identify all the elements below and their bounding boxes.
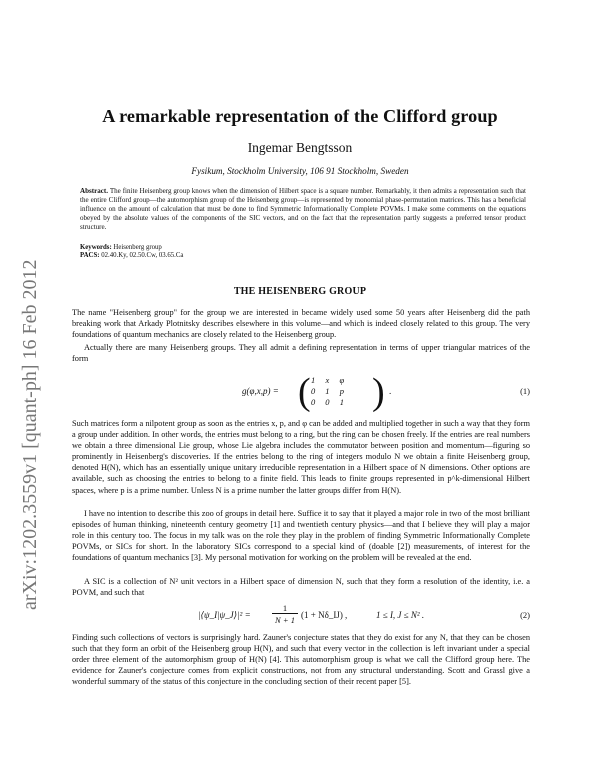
abstract-text: The finite Heisenberg group knows when the dimension of Hilbert space is a square number. Remarkably, it then admits a representation such that the entire Clifford group—the automorphism group of the Heisenberg group—is represented by monomial phase-permutation matrices. This has a beneficial influence on the amount of calculation that must be done to find Symmetric Informationally Complete POVMs. I make some comments on the equations obeyed by the absolute values of the components of the SIC vectors, and on the fact that the representation partly suggests a preferred tensor product structure.: [80, 187, 526, 231]
equation-2-number: (2): [520, 610, 530, 620]
author-affiliation: Fysikum, Stockholm University, 106 91 Stockholm, Sweden: [191, 166, 409, 176]
equation-2-frac-den: N + 1: [275, 615, 295, 625]
paragraph-5: A SIC is a collection of N² unit vectors in a Hilbert space of dimension N, such that they form a resolution of the identity, i.e. a POVM, and such that: [72, 577, 530, 598]
equation-2-rhs: (1 + Nδ_IJ) ,: [301, 610, 348, 620]
equation-1-tail: .: [389, 386, 392, 396]
arxiv-stamp-text: arXiv:1202.3559v1 [quant-ph] 16 Feb 2012: [19, 259, 41, 610]
equation-1-matrix: [306, 375, 349, 408]
equation-2-range: 1 ≤ I, J ≤ N² .: [376, 610, 425, 620]
matrix-cell: 1: [339, 397, 344, 407]
equation-1-number: (1): [520, 386, 530, 396]
author-name: Ingemar Bengtsson: [247, 140, 353, 155]
keywords-block: [80, 244, 183, 260]
matrix-cell: x: [325, 375, 330, 385]
paragraph-4: I have no intention to describe this zoo of groups in detail here. Suffice it to say that it played a major role in two of the most brilliant episodes of human thinking, nineteenth century geometry [1] and twentieth century physics—and that I believe they will play a major role in this century too. The focus in my talk was on the role they play in the problem of finding Symmetric Informationally Complete POVMs, or SICs for short. In the laboratory SICs correspond to a special kind of (doable [2]) measurements, of interest for the foundations of quantum mechanics [3]. My personal motivation for working on the problem will be revealed at the end.: [72, 509, 530, 563]
matrix-cell: 0: [325, 397, 330, 407]
matrix-cell: 1: [311, 375, 316, 385]
equation-1-right-paren: ): [372, 371, 385, 413]
paper-title: A remarkable representation of the Clifford group: [102, 106, 498, 126]
matrix-cell: 0: [311, 386, 316, 396]
pacs-text: 02.40.Ky, 02.50.Cw, 03.65.Ca: [101, 252, 184, 260]
matrix-cell: 1: [325, 386, 330, 396]
equation-2-frac-num: 1: [272, 603, 298, 614]
section-heading: THE HEISENBERG GROUP: [233, 286, 367, 297]
matrix-cell: φ: [339, 375, 345, 385]
paragraph-6: Finding such collections of vectors is surprisingly hard. Zauner's conjecture states that they do exist for any N, that they can be chosen such that they form an orbit of the Heisenberg group H(N), and such that every vector in the collection is left invariant under a special order three element of the automorphism group of H(N) [4]. This automorphism group is what we call the Clifford group here. The evidence for Zauner's conjecture comes from explicit constructions, not from any structural understanding. Scott and Grassl give a wonderful summary of the status of this conjecture in the concluding section of their recent paper [5].: [72, 633, 530, 687]
pacs-label: PACS:: [80, 252, 100, 260]
paragraph-3: Such matrices form a nilpotent group as soon as the entries x, p, and φ can be added and multiplied together in such a way that they form a group under addition. In other words, the entries must belong to a ring, but the ring can be chosen freely. If the entries are real numbers we obtain a three dimensional Lie group, whose Lie algebra includes the commutator between position and momentum—figuring so prominently in Heisenberg's discoveries. If the entries belong to the ring of integers modulo N we obtain a finite Heisenberg group, denoted H(N), which has an essentially unique unitary irreducible representation in a Hilbert space of N dimensions. Other options are available, such as choosing the entries to belong to a finite field. This leads to finite groups represented in p^k-dimensional Hilbert spaces, where p is a prime number. Unless N is a prime number the latter groups differ from H(N).: [72, 419, 530, 495]
paragraph-2: Actually there are many Heisenberg groups. They all admit a defining representation in terms of upper triangular matrices of the form: [72, 343, 530, 364]
matrix-cell: 0: [311, 397, 316, 407]
equation-2: [72, 604, 530, 630]
equation-2-lhs: |⟨ψ_I|ψ_J⟩|² =: [198, 610, 251, 620]
arxiv-stamp-svg: [6, 180, 46, 612]
keywords-text: Heisenberg group: [113, 244, 162, 251]
paragraph-1: The name "Heisenberg group" for the group we are interested in became widely used some 50 years after Heisenberg did the path breaking work that Arkady Plotnitsky describes elsewhere in this volume—and which is indeed closely related to this group. The very foundations of quantum mechanics are closely related to the Heisenberg group.: [72, 308, 530, 340]
keywords-label: Keywords:: [80, 244, 112, 251]
equation-1-left-paren: (: [298, 371, 311, 413]
abstract: [80, 187, 526, 232]
matrix-cell: p: [339, 386, 344, 396]
equation-1: [72, 370, 530, 416]
abstract-label: Abstract.: [80, 187, 108, 195]
equation-1-lhs: g(φ,x,p) =: [242, 386, 279, 396]
arxiv-stamp: [6, 180, 46, 612]
